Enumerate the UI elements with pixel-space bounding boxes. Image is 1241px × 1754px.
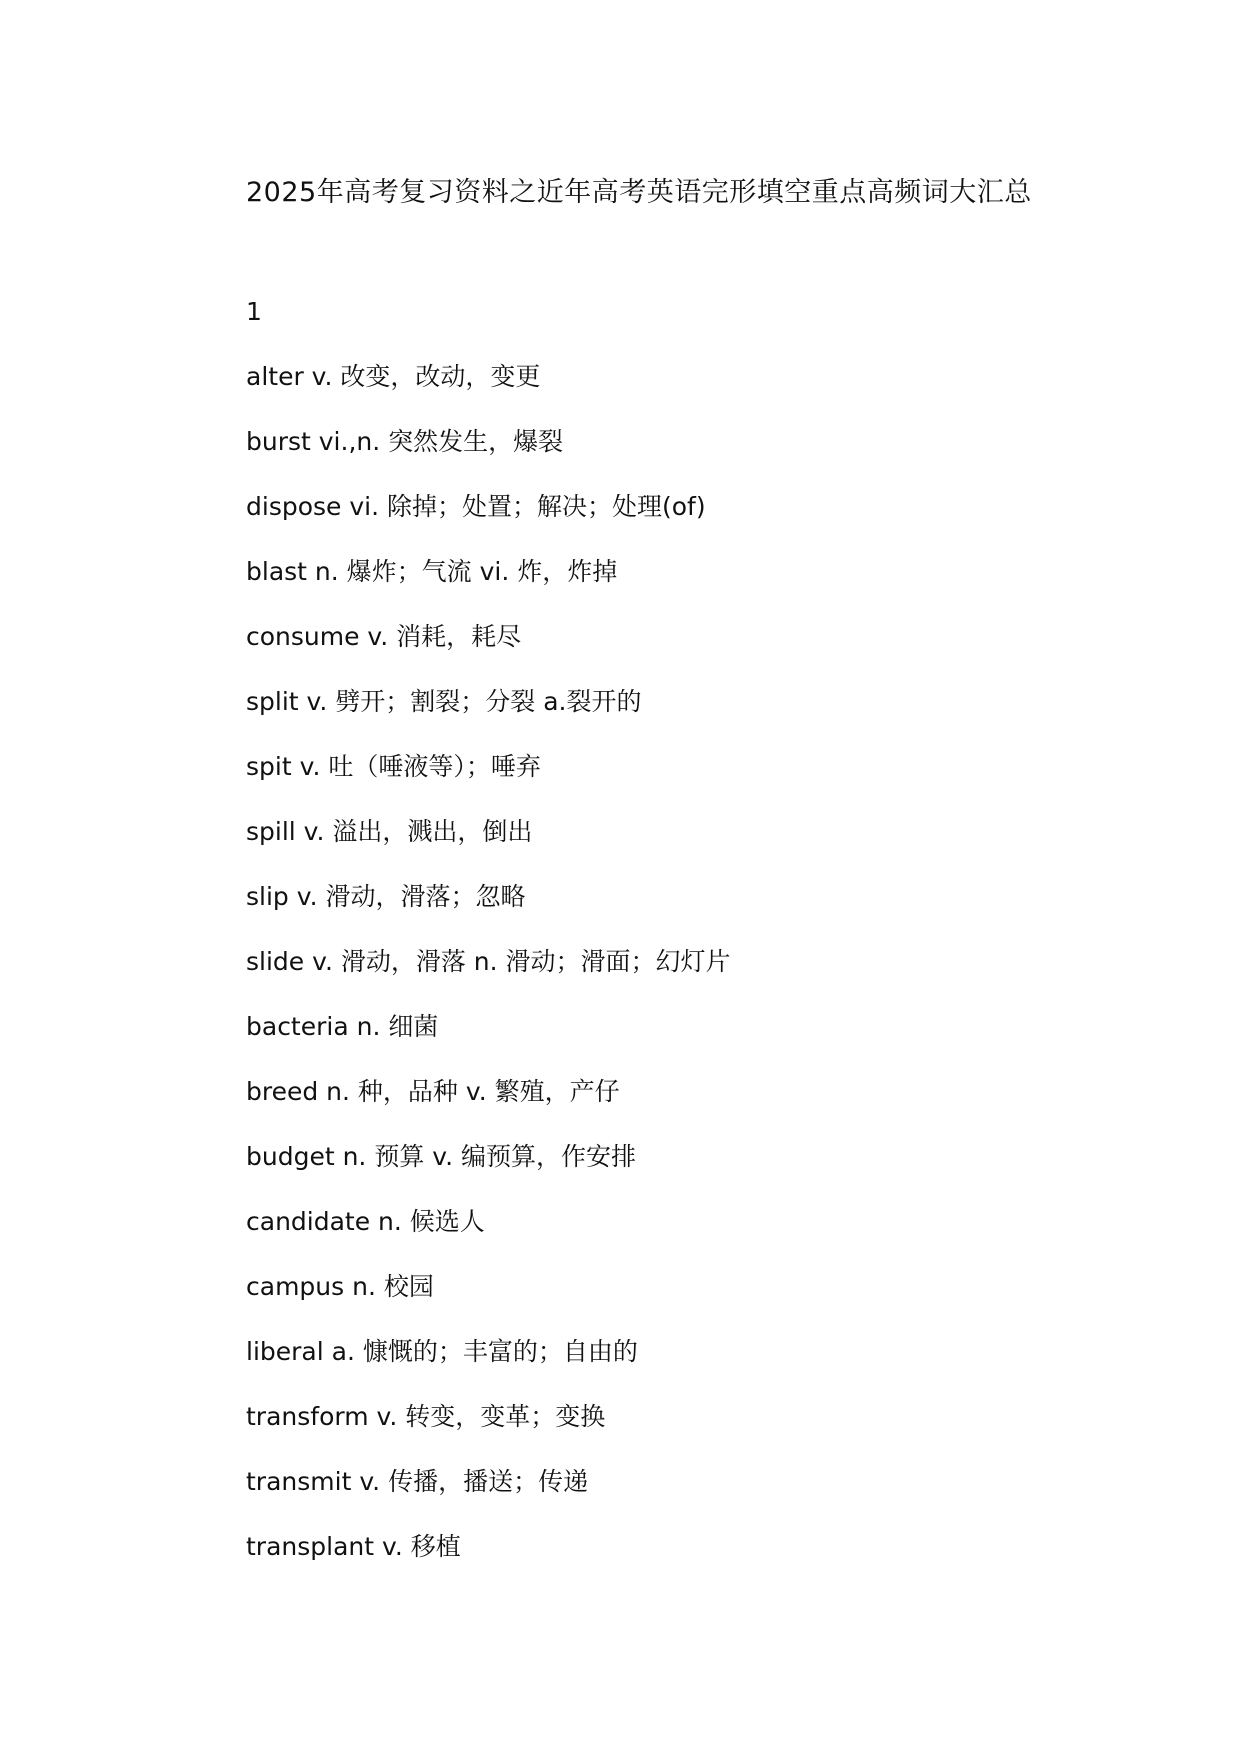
section-number: 1 — [246, 297, 262, 326]
vocabulary-entry: spill v. 溢出，溅出，倒出 — [246, 817, 533, 846]
vocabulary-entry: campus n. 校园 — [246, 1272, 434, 1301]
document-title: 2025年高考复习资料之近年高考英语完形填空重点高频词大汇总 — [246, 177, 1032, 208]
vocabulary-entry: slip v. 滑动，滑落；忽略 — [246, 882, 526, 911]
vocabulary-entry: dispose vi. 除掉；处置；解决；处理(of) — [246, 492, 706, 521]
vocabulary-entry: transform v. 转变，变革；变换 — [246, 1402, 606, 1431]
vocabulary-entry: transmit v. 传播，播送；传递 — [246, 1467, 589, 1496]
vocabulary-entry: liberal a. 慷慨的；丰富的；自由的 — [246, 1337, 638, 1366]
vocabulary-entry: spit v. 吐（唾液等）；唾弃 — [246, 752, 541, 781]
vocabulary-entry: transplant v. 移植 — [246, 1532, 461, 1561]
vocabulary-entry: breed n. 种，品种 v. 繁殖，产仔 — [246, 1077, 620, 1106]
vocabulary-entry: slide v. 滑动，滑落 n. 滑动；滑面；幻灯片 — [246, 947, 731, 976]
vocabulary-entry: burst vi.,n. 突然发生，爆裂 — [246, 427, 564, 456]
vocabulary-entry: blast n. 爆炸；气流 vi. 炸，炸掉 — [246, 557, 618, 586]
vocabulary-entry: consume v. 消耗，耗尽 — [246, 622, 522, 651]
vocabulary-entry: candidate n. 候选人 — [246, 1207, 485, 1236]
vocabulary-entry: bacteria n. 细菌 — [246, 1012, 439, 1041]
vocabulary-entry: split v. 劈开；割裂；分裂 a.裂开的 — [246, 687, 642, 716]
vocabulary-list — [246, 357, 731, 1592]
vocabulary-entry: budget n. 预算 v. 编预算，作安排 — [246, 1142, 637, 1171]
vocabulary-entry: alter v. 改变，改动，变更 — [246, 362, 541, 391]
